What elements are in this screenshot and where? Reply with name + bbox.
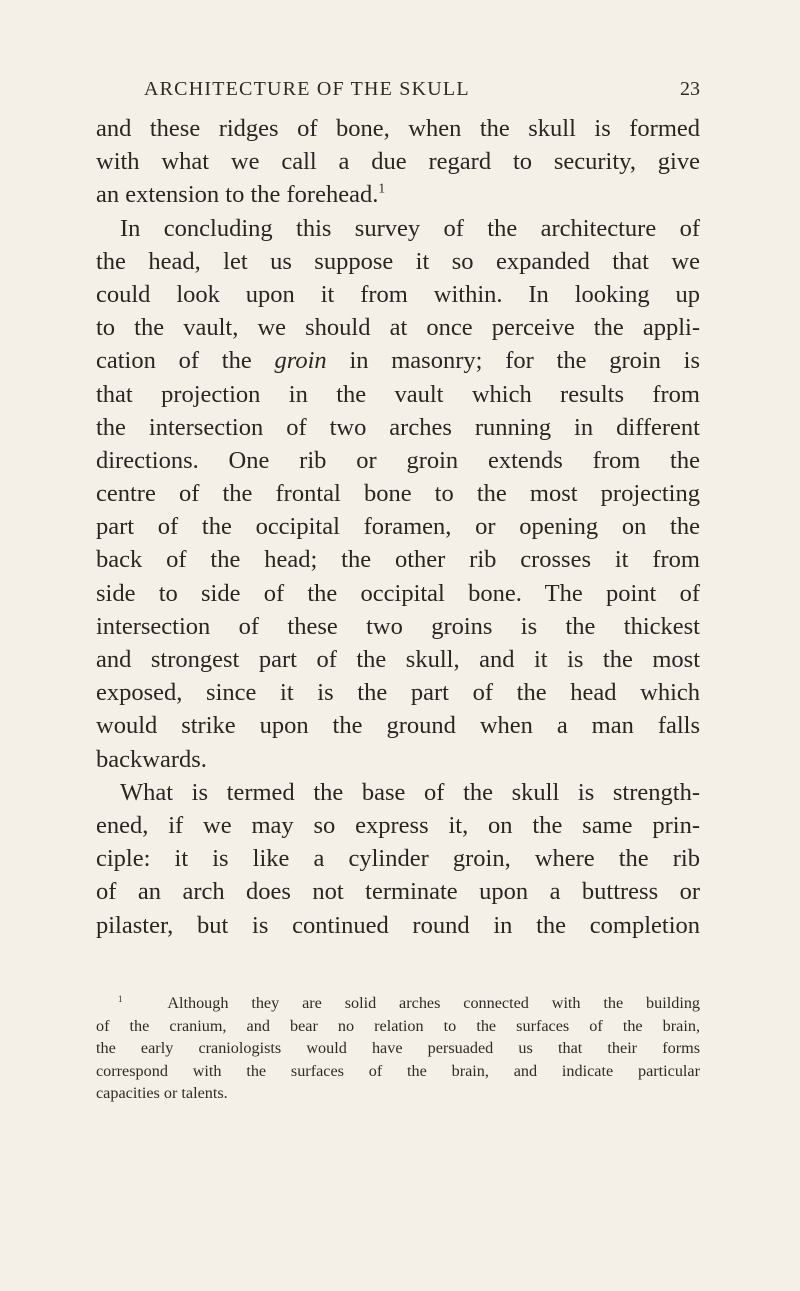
footnote-marker: 1 — [118, 993, 123, 1004]
footnote-line: the early craniologists would have persuaded us that their forms — [96, 1039, 700, 1057]
text-line: of an arch does not terminate upon a buttress or — [96, 878, 700, 906]
text-line: exposed, since it is the part of the head which — [96, 679, 700, 707]
italic-term: groin — [274, 347, 327, 375]
text-line: centre of the frontal bone to the most projecting — [96, 480, 700, 508]
text-line: and strongest part of the skull, and it is the most — [96, 646, 700, 673]
paragraph-start-line: In concluding this survey of the architecture of — [120, 214, 700, 242]
footnote-line — [96, 992, 700, 1015]
footnote — [96, 992, 700, 1105]
text-line-content: cation of the — [96, 347, 275, 375]
text-line: intersection of these two groins is the thickest — [96, 612, 700, 640]
running-head — [96, 78, 700, 108]
text-line: pilaster, but is continued round in the completion — [96, 911, 700, 939]
text-line: the head, let us suppose it so expanded that we — [96, 247, 700, 275]
text-line: the intersection of two arches running in different — [96, 413, 700, 441]
text-line: with what we call a due regard to security, give — [96, 148, 700, 176]
text-line: back of the head; the other rib crosses it from — [96, 546, 700, 574]
page-number: 23 — [680, 78, 700, 100]
text-line: side to side of the occipital bone. The point of — [96, 579, 700, 607]
text-line — [96, 178, 700, 211]
text-line-content: in masonry; for the groin is — [349, 347, 701, 375]
footnote-line-content: Although they are solid arches connected with the building — [167, 994, 701, 1012]
text-line: ciple: it is like a cylinder groin, where the rib — [96, 845, 700, 873]
text-line — [96, 344, 700, 377]
text-line: backwards. — [96, 745, 207, 773]
text-line: and these ridges of bone, when the skull is formed — [96, 115, 700, 142]
footnote-reference: 1 — [378, 180, 386, 196]
text-line: part of the occipital foramen, or opening on the — [96, 513, 700, 541]
running-title: ARCHITECTURE OF THE SKULL — [144, 78, 470, 100]
footnote-line: capacities or talents. — [96, 1084, 228, 1102]
footnote-line: of the cranium, and bear no relation to the surfaces of the brain, — [96, 1016, 700, 1035]
text-line: could look upon it from within. In looking up — [96, 280, 700, 308]
text-line: ened, if we may so express it, on the same prin- — [96, 811, 700, 839]
text-line: to the vault, we should at once perceive the appli- — [96, 314, 700, 342]
paragraph-start-line: What is termed the base of the skull is strength- — [120, 778, 700, 806]
text-line: that projection in the vault which results from — [96, 380, 700, 408]
body-text — [96, 112, 700, 942]
text-line: would strike upon the ground when a man falls — [96, 712, 700, 740]
text-line-content: an extension to the forehead. — [96, 181, 379, 209]
text-line: directions. One rib or groin extends from the — [96, 446, 700, 474]
footnote-line: correspond with the surfaces of the brain, and indicate particular — [96, 1061, 700, 1080]
